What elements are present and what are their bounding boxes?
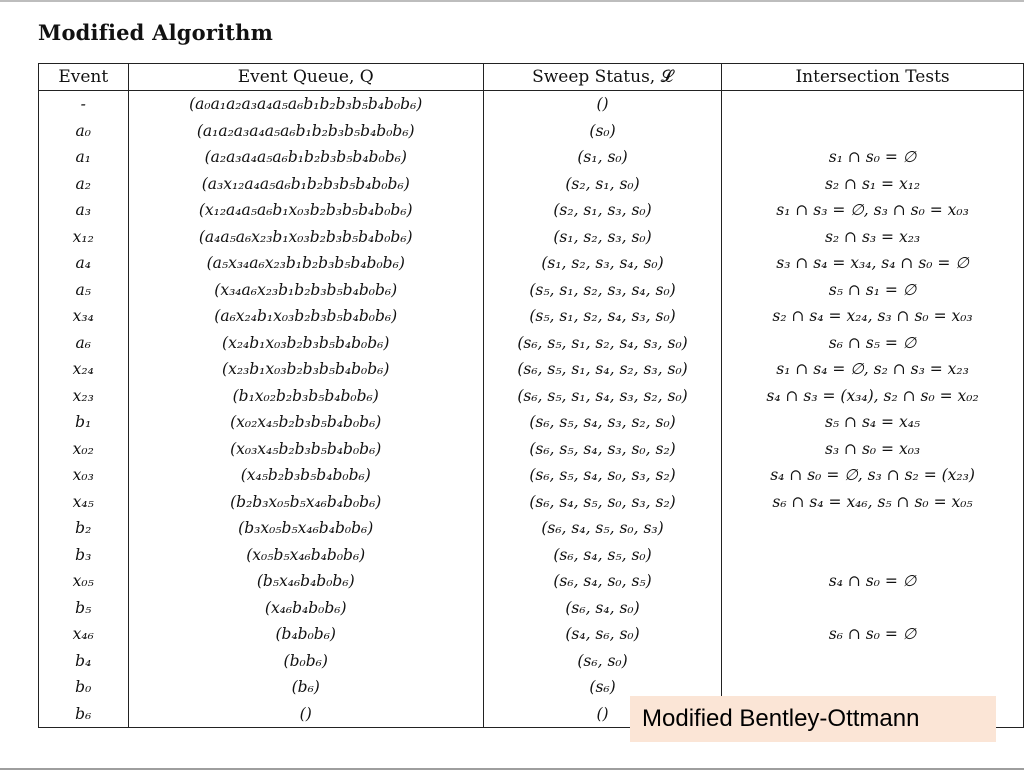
cell-event-queue: (a₄a₅a₆x₂₃b₁x₀₃b₂b₃b₅b₄b₀b₆) [128,224,483,251]
cell-intersection-tests: s₆ ∩ s₄ = x₄₆, s₅ ∩ s₀ = x₀₅ [722,489,1024,516]
cell-event-queue: (x₀₅b₅x₄₆b₄b₀b₆) [128,542,483,569]
cell-event-queue: (x₁₂a₄a₅a₆b₁x₀₃b₂b₃b₅b₄b₀b₆) [128,197,483,224]
cell-sweep-status: (s₁, s₂, s₃, s₄, s₀) [483,250,721,277]
cell-event: b₀ [39,674,129,701]
table-row [39,595,1024,622]
cell-intersection-tests [722,118,1024,145]
cell-event-queue: (x₄₆b₄b₀b₆) [128,595,483,622]
cell-event-queue: (b₅x₄₆b₄b₀b₆) [128,568,483,595]
cell-intersection-tests [722,595,1024,622]
cell-event: b₁ [39,409,129,436]
cell-intersection-tests: s₂ ∩ s₄ = x₂₄, s₃ ∩ s₀ = x₀₃ [722,303,1024,330]
cell-event-queue: (a₀a₁a₂a₃a₄a₅a₆b₁b₂b₃b₅b₄b₀b₆) [128,91,483,118]
cell-intersection-tests: s₄ ∩ s₀ = ∅, s₃ ∩ s₂ = (x₂₃) [722,462,1024,489]
cell-event: a₂ [39,171,129,198]
header-intersection-tests: Intersection Tests [722,64,1024,91]
cell-event: b₅ [39,595,129,622]
cell-intersection-tests: s₆ ∩ s₅ = ∅ [722,330,1024,357]
cell-sweep-status: (s₁, s₂, s₃, s₀) [483,224,721,251]
cell-sweep-status: (s₅, s₁, s₂, s₄, s₃, s₀) [483,303,721,330]
table-row [39,356,1024,383]
cell-sweep-status: (s₄, s₆, s₀) [483,621,721,648]
cell-event: x₃₄ [39,303,129,330]
cell-event-queue: (b₀b₆) [128,648,483,675]
cell-intersection-tests: s₁ ∩ s₃ = ∅, s₃ ∩ s₀ = x₀₃ [722,197,1024,224]
cell-intersection-tests: s₄ ∩ s₃ = (x₃₄), s₂ ∩ s₀ = x₀₂ [722,383,1024,410]
table-row [39,489,1024,516]
cell-sweep-status: (s₆, s₅, s₁, s₄, s₂, s₃, s₀) [483,356,721,383]
table-row [39,648,1024,675]
cell-sweep-status: () [483,91,721,118]
cell-sweep-status: (s₆, s₀) [483,648,721,675]
table-row [39,277,1024,304]
cell-event-queue: (a₅x₃₄a₆x₂₃b₁b₂b₃b₅b₄b₀b₆) [128,250,483,277]
cell-event-queue: (x₂₄b₁x₀₃b₂b₃b₅b₄b₀b₆) [128,330,483,357]
cell-sweep-status: (s₆, s₅, s₁, s₂, s₄, s₃, s₀) [483,330,721,357]
cell-event: a₅ [39,277,129,304]
cell-event: x₁₂ [39,224,129,251]
cell-sweep-status: (s₆, s₄, s₅, s₀, s₃, s₂) [483,489,721,516]
cell-intersection-tests: s₃ ∩ s₀ = x₀₃ [722,436,1024,463]
cell-intersection-tests: s₄ ∩ s₀ = ∅ [722,568,1024,595]
table-row [39,197,1024,224]
cell-sweep-status: (s₆, s₅, s₄, s₃, s₀, s₂) [483,436,721,463]
table-row [39,171,1024,198]
cell-event-queue: (x₄₅b₂b₃b₅b₄b₀b₆) [128,462,483,489]
cell-intersection-tests: s₅ ∩ s₄ = x₄₅ [722,409,1024,436]
cell-event: b₂ [39,515,129,542]
cell-event-queue: (b₃x₀₅b₅x₄₆b₄b₀b₆) [128,515,483,542]
table-row [39,250,1024,277]
cell-event-queue: (x₂₃b₁x₀₃b₂b₃b₅b₄b₀b₆) [128,356,483,383]
cell-sweep-status: (s₆, s₄, s₀, s₅) [483,568,721,595]
slide-label: Modified Bentley-Ottmann [642,705,920,732]
table-header-row [39,64,1024,91]
header-event: Event [39,64,129,91]
cell-event-queue: (b₄b₀b₆) [128,621,483,648]
table-row [39,303,1024,330]
cell-sweep-status: (s₂, s₁, s₀) [483,171,721,198]
cell-event-queue: (x₀₃x₄₅b₂b₃b₅b₄b₀b₆) [128,436,483,463]
cell-sweep-status: () [483,701,721,728]
slide-label-box [630,696,996,742]
cell-intersection-tests [722,648,1024,675]
table-row [39,542,1024,569]
cell-event-queue: (b₁x₀₂b₂b₃b₅b₄b₀b₆) [128,383,483,410]
top-rule [0,0,1024,2]
cell-event: x₄₆ [39,621,129,648]
cell-event: b₄ [39,648,129,675]
header-sweep-status: Sweep Status, 𝓛 [483,64,721,91]
cell-event: x₂₃ [39,383,129,410]
table-row [39,515,1024,542]
cell-event-queue: (b₆) [128,674,483,701]
cell-event-queue: (a₃x₁₂a₄a₅a₆b₁b₂b₃b₅b₄b₀b₆) [128,171,483,198]
cell-intersection-tests [722,542,1024,569]
cell-event-queue: (b₂b₃x₀₅b₅x₄₆b₄b₀b₆) [128,489,483,516]
cell-sweep-status: (s₁, s₀) [483,144,721,171]
cell-intersection-tests: s₆ ∩ s₀ = ∅ [722,621,1024,648]
cell-sweep-status: (s₅, s₁, s₂, s₃, s₄, s₀) [483,277,721,304]
cell-sweep-status: (s₆, s₅, s₄, s₃, s₂, s₀) [483,409,721,436]
table-row [39,91,1024,118]
bottom-rule [0,768,1024,770]
cell-event-queue: (a₁a₂a₃a₄a₅a₆b₁b₂b₃b₅b₄b₀b₆) [128,118,483,145]
cell-intersection-tests [722,515,1024,542]
cell-intersection-tests: s₅ ∩ s₁ = ∅ [722,277,1024,304]
cell-event: a₀ [39,118,129,145]
cell-event-queue: (a₆x₂₄b₁x₀₃b₂b₃b₅b₄b₀b₆) [128,303,483,330]
cell-sweep-status: (s₆, s₅, s₁, s₄, s₃, s₂, s₀) [483,383,721,410]
table-row [39,462,1024,489]
cell-intersection-tests: s₁ ∩ s₄ = ∅, s₂ ∩ s₃ = x₂₃ [722,356,1024,383]
cell-event: x₂₄ [39,356,129,383]
cell-event: a₁ [39,144,129,171]
cell-intersection-tests: s₃ ∩ s₄ = x₃₄, s₄ ∩ s₀ = ∅ [722,250,1024,277]
cell-event: a₄ [39,250,129,277]
table-row [39,144,1024,171]
table-row [39,224,1024,251]
cell-sweep-status: (s₆, s₄, s₅, s₀) [483,542,721,569]
cell-event: x₀₂ [39,436,129,463]
cell-event: x₀₅ [39,568,129,595]
cell-sweep-status: (s₀) [483,118,721,145]
cell-sweep-status: (s₆, s₅, s₄, s₀, s₃, s₂) [483,462,721,489]
table-row [39,118,1024,145]
page-title: Modified Algorithm [38,20,274,45]
cell-event-queue: (x₃₄a₆x₂₃b₁b₂b₃b₅b₄b₀b₆) [128,277,483,304]
algorithm-table [38,63,1024,728]
table-row [39,330,1024,357]
cell-event: a₃ [39,197,129,224]
cell-sweep-status: (s₆, s₄, s₅, s₀, s₃) [483,515,721,542]
header-event-queue: Event Queue, Q [128,64,483,91]
cell-sweep-status: (s₂, s₁, s₃, s₀) [483,197,721,224]
cell-event: b₃ [39,542,129,569]
table-row [39,621,1024,648]
table-row [39,568,1024,595]
cell-event: x₄₅ [39,489,129,516]
cell-event-queue: () [128,701,483,728]
cell-intersection-tests: s₂ ∩ s₁ = x₁₂ [722,171,1024,198]
cell-sweep-status: (s₆, s₄, s₀) [483,595,721,622]
cell-event-queue: (a₂a₃a₄a₅a₆b₁b₂b₃b₅b₄b₀b₆) [128,144,483,171]
cell-event: b₆ [39,701,129,728]
cell-event: a₆ [39,330,129,357]
cell-intersection-tests [722,91,1024,118]
table-row [39,436,1024,463]
cell-event: - [39,91,129,118]
table-body [39,91,1024,728]
cell-intersection-tests: s₂ ∩ s₃ = x₂₃ [722,224,1024,251]
cell-intersection-tests: s₁ ∩ s₀ = ∅ [722,144,1024,171]
table-row [39,409,1024,436]
cell-event-queue: (x₀₂x₄₅b₂b₃b₅b₄b₀b₆) [128,409,483,436]
cell-event: x₀₃ [39,462,129,489]
table-row [39,383,1024,410]
cell-sweep-status: (s₆) [483,674,721,701]
